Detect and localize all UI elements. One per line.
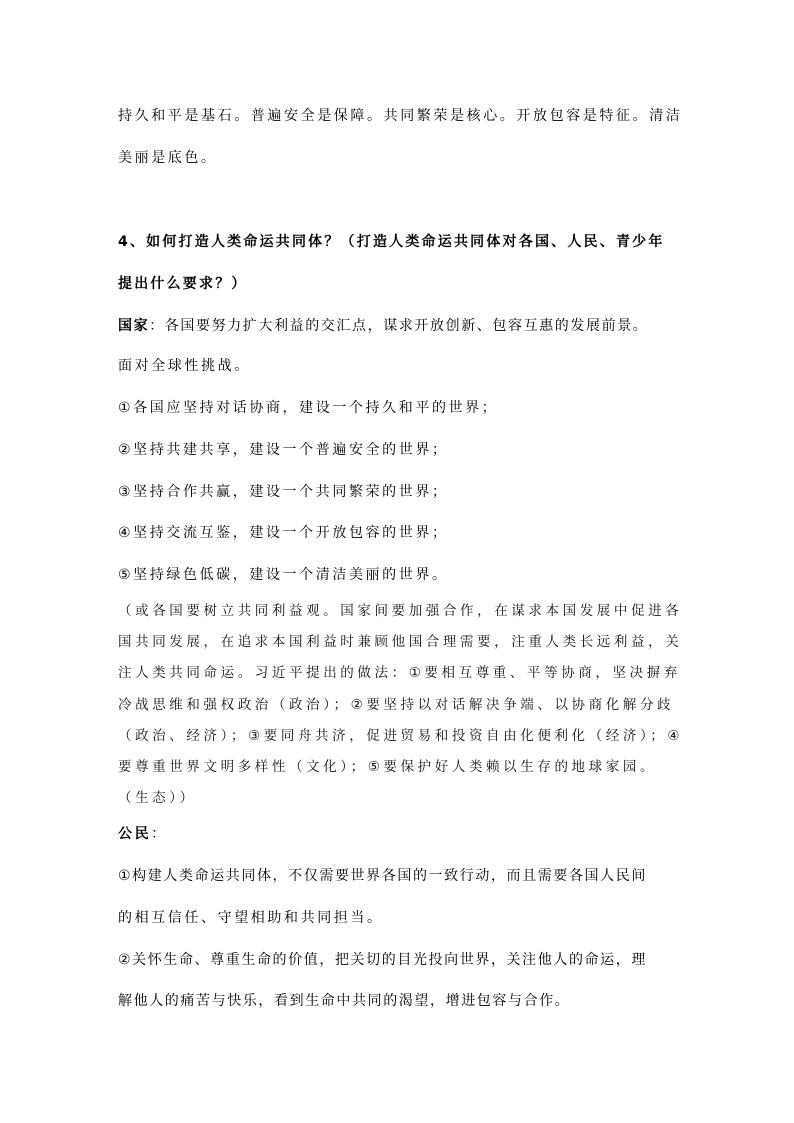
- note-line: 要尊重世界文明多样性（文化）；⑤要保护好人类赖以生存的地球家园。: [118, 759, 658, 775]
- note-line: （生态））: [118, 790, 197, 806]
- country-paragraph: [118, 318, 678, 334]
- intro-line-2: 美丽是底色。: [118, 150, 218, 166]
- country-label: 国家: [118, 318, 150, 334]
- note-line: 注人类共同命运。习近平提出的做法：①要相互尊重、平等协商，坚决摒弃: [118, 665, 681, 681]
- question-heading-line-1: 4、如何打造人类命运共同体？（打造人类命运共同体对各国、人民、青少年: [118, 234, 665, 250]
- note-line: （政治、经济）；③要同舟共济，促进贸易和投资自由化便利化（经济）；④: [118, 728, 684, 744]
- country-text: ：各国要努力扩大利益的交汇点，谋求开放创新、包容互惠的发展前景。: [149, 318, 649, 334]
- citizen-colon: ：: [151, 826, 168, 842]
- note-line: （或各国要树立共同利益观。国家间要加强合作，在谋求本国发展中促进各: [118, 603, 683, 619]
- country-continuation: 面对全球性挑战。: [118, 358, 251, 374]
- list-item: ③坚持合作共赢，建设一个共同繁荣的世界；: [118, 484, 449, 500]
- citizen-heading: [118, 826, 678, 842]
- citizen-line: 的相互信任、守望相助和共同担当。: [118, 910, 384, 926]
- intro-line-1: 持久和平是基石。普遍安全是保障。共同繁荣是核心。开放包容是特征。清洁: [118, 108, 683, 124]
- note-line: 国共同发展，在追求本国利益时兼顾他国合理需要，注重人类长远利益，关: [118, 634, 683, 650]
- citizen-line: ②关怀生命、尊重生命的价值，把关切的目光投向世界，关注他人的命运，理: [118, 952, 647, 968]
- list-item: ④坚持交流互鉴，建设一个开放包容的世界；: [118, 525, 449, 541]
- list-item: ②坚持共建共享，建设一个普遍安全的世界；: [118, 442, 449, 458]
- citizen-label: 公民: [118, 826, 152, 842]
- citizen-line: 解他人的痛苦与快乐，看到生命中共同的渴望，增进包容与合作。: [118, 993, 571, 1009]
- list-item: ⑤坚持绿色低碳，建设一个清洁美丽的世界。: [118, 567, 449, 583]
- question-heading-line-2: 提出什么要求？）: [118, 276, 248, 292]
- list-item: ①各国应坚持对话协商，建设一个持久和平的世界；: [118, 400, 499, 416]
- note-line: 冷战思维和强权政治（政治）；②要坚持以对话解决争端、以协商化解分歧: [118, 697, 675, 713]
- citizen-line: ①构建人类命运共同体，不仅需要世界各国的一致行动，而且需要各国人民间: [118, 868, 647, 884]
